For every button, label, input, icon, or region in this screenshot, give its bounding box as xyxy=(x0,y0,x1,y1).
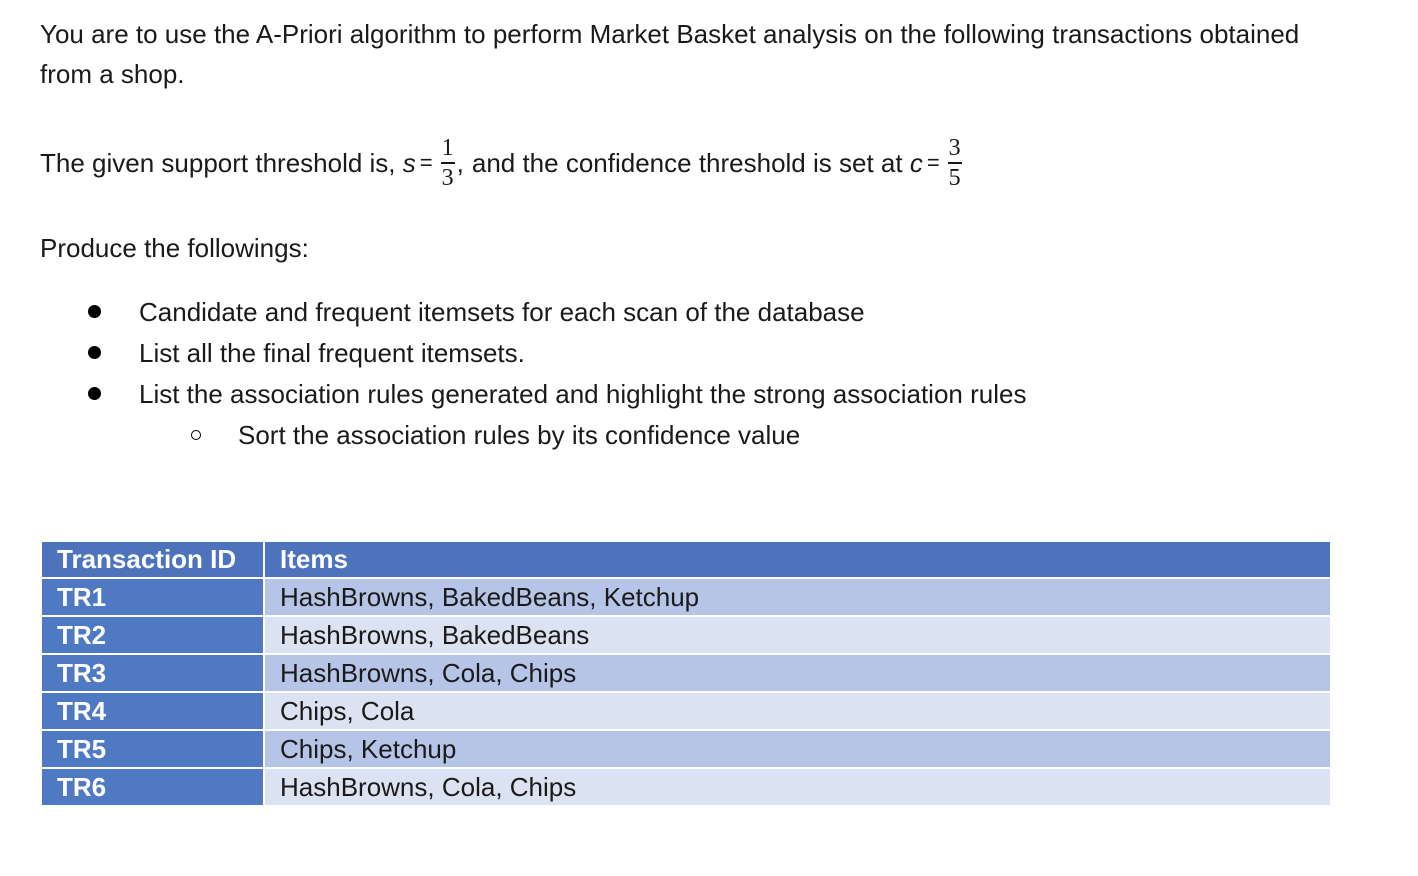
threshold-line xyxy=(40,122,1340,204)
list-item-text: Candidate and frequent itemsets for each scan of the database xyxy=(139,297,865,327)
list-item xyxy=(0,333,1026,374)
hollow-bullet-icon xyxy=(191,430,201,440)
sub-list-item xyxy=(0,415,1026,456)
items-cell: Chips, Ketchup xyxy=(264,730,1331,768)
items-cell: HashBrowns, BakedBeans xyxy=(264,616,1331,654)
table-header-row xyxy=(41,541,1331,578)
transaction-id-cell: TR3 xyxy=(41,654,264,692)
confidence-equals: = xyxy=(926,150,940,175)
transaction-id-cell: TR6 xyxy=(41,768,264,806)
threshold-middle: and the confidence threshold is set at xyxy=(471,148,910,178)
table-row xyxy=(41,692,1331,730)
table-row xyxy=(41,578,1331,616)
column-header-transaction-id: Transaction ID xyxy=(41,541,264,578)
column-header-items: Items xyxy=(264,541,1331,578)
threshold-prefix: The given support threshold is, xyxy=(40,148,403,178)
intro-paragraph: You are to use the A-Priori algorithm to perform Market Basket analysis on the following transactions obtained from a shop. xyxy=(40,19,1300,89)
table-row xyxy=(41,616,1331,654)
transaction-id-cell: TR5 xyxy=(41,730,264,768)
produce-heading: Produce the followings: xyxy=(40,233,309,263)
transaction-id-cell: TR1 xyxy=(41,578,264,616)
transaction-id-cell: TR2 xyxy=(41,616,264,654)
confidence-variable: c xyxy=(909,148,923,178)
support-variable: s xyxy=(402,148,416,178)
transaction-id-cell: TR4 xyxy=(41,692,264,730)
sub-list-item-text: Sort the association rules by its confidence value xyxy=(238,420,801,450)
list-item-text: List the association rules generated and highlight the strong association rules xyxy=(139,379,1027,409)
table-row xyxy=(41,768,1331,806)
confidence-denominator: 5 xyxy=(948,164,961,191)
confidence-numerator: 3 xyxy=(948,135,961,162)
items-cell: HashBrowns, Cola, Chips xyxy=(264,768,1331,806)
bullet-icon xyxy=(88,305,101,318)
support-denominator: 3 xyxy=(441,164,454,191)
list-item-text: List all the final frequent itemsets. xyxy=(139,338,525,368)
confidence-fraction xyxy=(948,135,962,191)
list-item xyxy=(0,292,1026,333)
support-fraction xyxy=(441,135,455,191)
support-numerator: 1 xyxy=(441,135,454,162)
list-item xyxy=(0,374,1026,415)
items-cell: Chips, Cola xyxy=(264,692,1331,730)
items-cell: HashBrowns, Cola, Chips xyxy=(264,654,1331,692)
table-row xyxy=(41,730,1331,768)
transactions-table xyxy=(40,540,1332,807)
bullet-icon xyxy=(88,346,101,359)
threshold-comma: , xyxy=(456,148,464,178)
table-row xyxy=(41,654,1331,692)
bullet-icon xyxy=(88,387,101,400)
support-equals: = xyxy=(419,150,433,175)
task-list xyxy=(0,292,1026,456)
items-cell: HashBrowns, BakedBeans, Ketchup xyxy=(264,578,1331,616)
